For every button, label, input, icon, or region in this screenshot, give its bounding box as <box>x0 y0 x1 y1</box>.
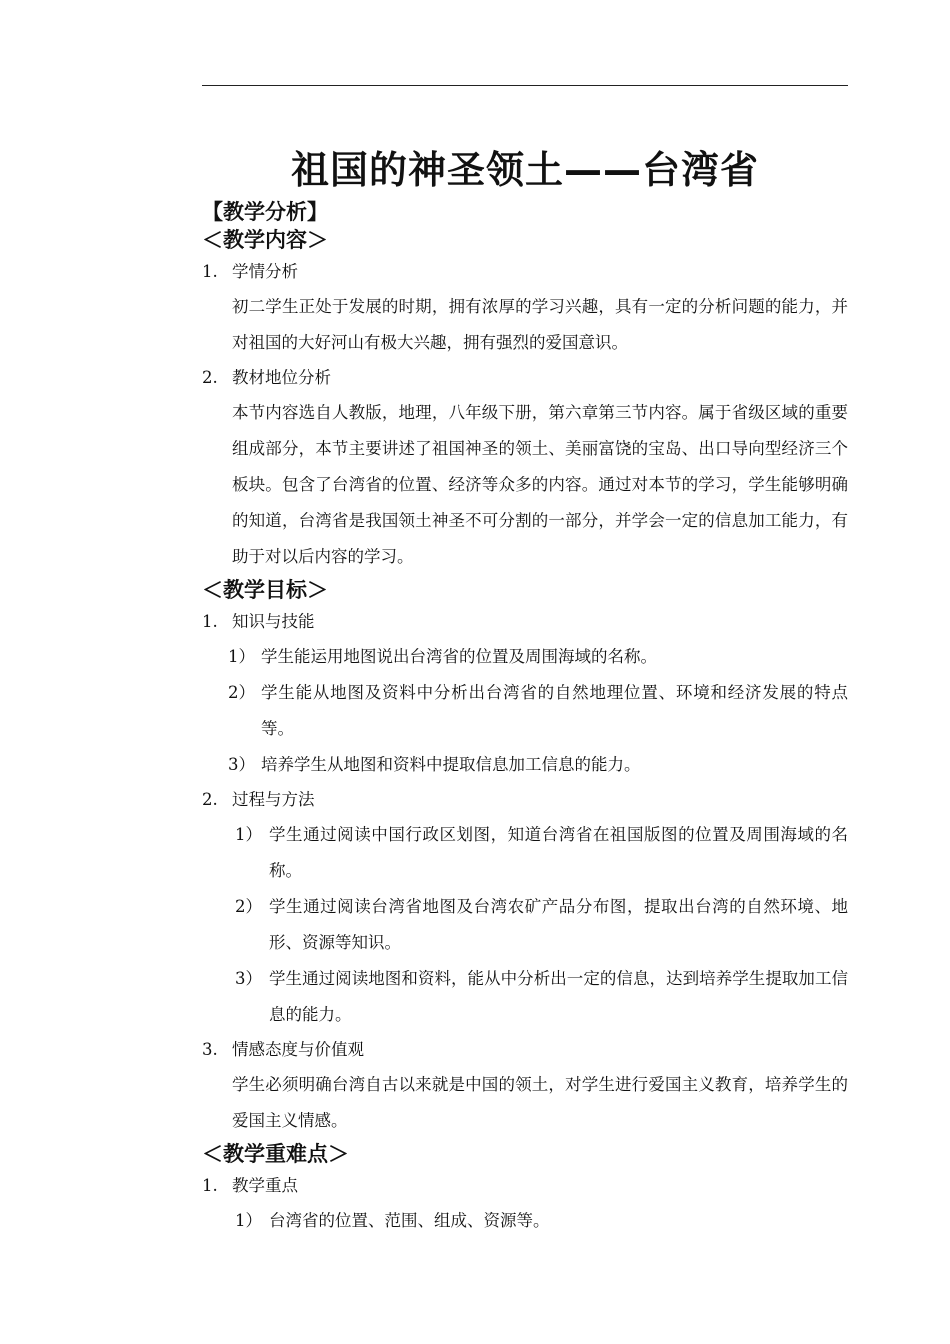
sub-list-item <box>202 675 848 747</box>
list-item <box>202 605 848 639</box>
item-label: 知识与技能 <box>232 612 315 631</box>
sub-item-text: 学生通过阅读地图和资料，能从中分析出一定的信息，达到培养学生提取加工信息的能力。 <box>269 969 848 1024</box>
sub-list-item <box>202 639 848 675</box>
item-number: 1. <box>202 262 218 281</box>
item-label: 学情分析 <box>232 262 298 281</box>
sub-item-number: 3） <box>228 755 255 774</box>
list-item <box>202 1169 848 1203</box>
content-heading: ＜教学内容＞ <box>202 228 328 252</box>
analysis-heading: 【教学分析】 <box>202 200 328 224</box>
sub-item-text: 培养学生从地图和资料中提取信息加工信息的能力。 <box>261 755 641 774</box>
sub-list-item <box>202 889 848 961</box>
item-label: 教学重点 <box>232 1176 298 1195</box>
list-item <box>202 1033 848 1067</box>
sub-item-text: 学生通过阅读台湾省地图及台湾农矿产品分布图，提取出台湾的自然环境、地形、资源等知识。 <box>269 897 848 952</box>
item-number: 2. <box>202 790 218 809</box>
sub-item-text: 学生通过阅读中国行政区划图，知道台湾省在祖国版图的位置及周围海域的名称。 <box>269 825 848 880</box>
sub-item-number: 1） <box>235 825 262 844</box>
paragraph: 本节内容选自人教版，地理，八年级下册，第六章第三节内容。属于省级区域的重要组成部分，本节主要讲述了祖国神圣的领土、美丽富饶的宝岛、出口导向型经济三个板块。包含了台湾省的位置、经济等众多的内容。通过对本节的学习，学生能够明确的知道，台湾省是我国领土神圣不可分割的一部分，并学会一定的信息加工能力，有助于对以后内容的学习。 <box>232 403 848 566</box>
sub-list-item <box>202 817 848 889</box>
item-number: 1. <box>202 612 218 631</box>
goals-heading: ＜教学目标＞ <box>202 578 328 602</box>
sub-item-number: 1） <box>228 647 255 666</box>
sub-item-number: 1） <box>235 1211 262 1230</box>
item-label: 过程与方法 <box>232 790 315 809</box>
item-number: 3. <box>202 1040 218 1059</box>
item-number: 1. <box>202 1176 218 1195</box>
list-item <box>202 361 848 395</box>
sub-item-text: 台湾省的位置、范围、组成、资源等。 <box>269 1211 550 1230</box>
sub-item-number: 2） <box>235 897 262 916</box>
paragraph: 初二学生正处于发展的时期，拥有浓厚的学习兴趣，具有一定的分析问题的能力，并对祖国的大好河山有极大兴趣，拥有强烈的爱国意识。 <box>232 297 848 352</box>
item-number: 2. <box>202 368 218 387</box>
list-item <box>202 783 848 817</box>
item-label: 教材地位分析 <box>232 368 331 387</box>
document-body <box>202 140 848 1239</box>
sub-item-text: 学生能从地图及资料中分析出台湾省的自然地理位置、环境和经济发展的特点等。 <box>261 683 848 738</box>
sub-list-item <box>202 961 848 1033</box>
sub-item-number: 2） <box>228 683 255 702</box>
sub-list-item <box>202 1203 848 1239</box>
sub-list-item <box>202 747 848 783</box>
item-label: 情感态度与价值观 <box>232 1040 364 1059</box>
paragraph: 学生必须明确台湾自古以来就是中国的领土，对学生进行爱国主义教育，培养学生的爱国主义情感。 <box>232 1075 848 1130</box>
header-rule <box>202 85 848 86</box>
sub-item-number: 3） <box>235 969 262 988</box>
sub-item-text: 学生能运用地图说出台湾省的位置及周围海域的名称。 <box>261 647 657 666</box>
keypoints-heading: ＜教学重难点＞ <box>202 1142 349 1166</box>
list-item <box>202 255 848 289</box>
document-title: 祖国的神圣领土——台湾省 <box>290 148 759 192</box>
